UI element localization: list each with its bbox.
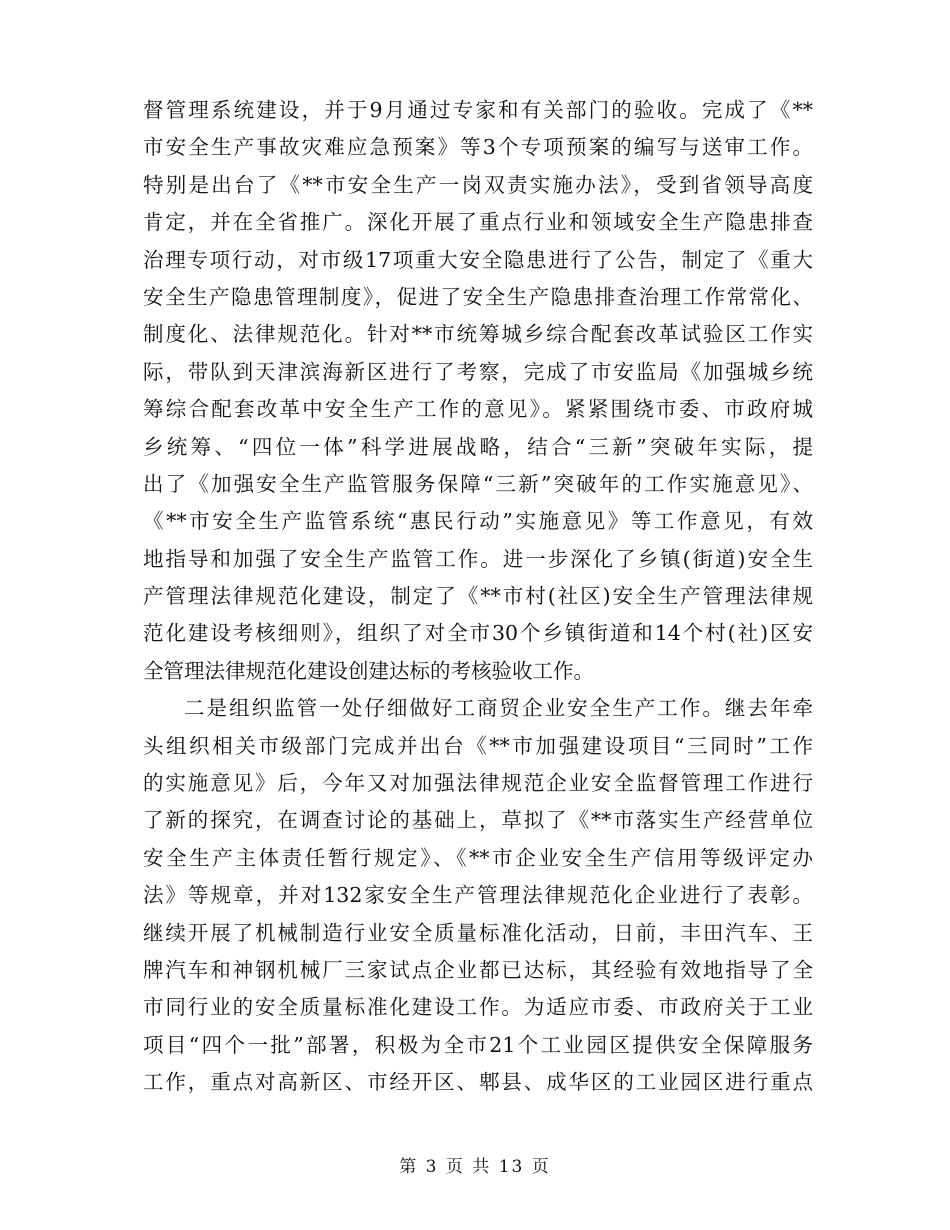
text-line: 市安全生产事故灾难应急预案》等3个专项预案的编写与送审工作。 — [143, 135, 813, 160]
text-line: 的实施意见》后，今年又对加强法律规范企业安全监督管理工作进行 — [143, 771, 813, 796]
body-text — [143, 92, 813, 1102]
text-line: 了新的探究，在调查讨论的基础上，草拟了《**市落实生产经营单位 — [143, 808, 813, 833]
text-line: 继续开展了机械制造行业安全质量标准化活动，日前，丰田汽车、王 — [143, 920, 813, 945]
text-line: 市同行业的安全质量标准化建设工作。为适应市委、市政府关于工业 — [143, 995, 813, 1020]
text-line: 全管理法律规范化建设创建达标的考核验收工作。 — [143, 658, 594, 683]
text-line: 筹综合配套改革中安全生产工作的意见》。紧紧围绕市委、市政府城 — [143, 397, 813, 422]
page-number-footer: 第 3 页 共 13 页 — [399, 1157, 551, 1177]
text-line: 产管理法律规范化建设，制定了《**市村(社区)安全生产管理法律规 — [143, 584, 813, 609]
text-line: 项目“四个一批”部署，积极为全市21个工业园区提供安全保障服务 — [143, 1032, 813, 1057]
text-line: 督管理系统建设，并于9月通过专家和有关部门的验收。完成了《** — [143, 98, 813, 122]
text-line: 安全生产主体责任暂行规定》、《**市企业安全生产信用等级评定办 — [143, 845, 813, 870]
text-line: 二是组织监管一处仔细做好工商贸企业安全生产工作。继去年牵 — [184, 696, 813, 721]
text-line: 际，带队到天津滨海新区进行了考察，完成了市安监局《加强城乡统 — [143, 359, 813, 384]
text-line: 法》等规章，并对132家安全生产管理法律规范化企业进行了表彰。 — [143, 883, 813, 908]
text-line: 特别是出台了《**市安全生产一岗双责实施办法》，受到省领导高度 — [143, 172, 813, 197]
text-line: 地指导和加强了安全生产监管工作。进一步深化了乡镇(街道)安全生 — [143, 546, 813, 571]
text-line: 安全生产隐患管理制度》，促进了安全生产隐患排查治理工作常常化、 — [143, 284, 813, 309]
text-line: 治理专项行动，对市级17项重大安全隐患进行了公告，制定了《重大 — [143, 247, 813, 272]
text-line: 出了《加强安全生产监管服务保障“三新”突破年的工作实施意见》、 — [143, 471, 813, 496]
text-line: 制度化、法律规范化。针对**市统筹城乡综合配套改革试验区工作实 — [143, 322, 813, 347]
text-line: 工作，重点对高新区、市经开区、郫县、成华区的工业园区进行重点 — [143, 1070, 813, 1095]
text-line: 头组织相关市级部门完成并出台《**市加强建设项目“三同时”工作 — [143, 733, 813, 758]
text-line: 肯定，并在全省推广。深化开展了重点行业和领域安全生产隐患排查 — [143, 210, 813, 235]
text-line: 范化建设考核细则》，组织了对全市30个乡镇街道和14个村(社)区安 — [143, 621, 813, 646]
text-line: 牌汽车和神钢机械厂三家试点企业都已达标，其经验有效地指导了全 — [143, 957, 813, 982]
text-line: 乡统筹、“四位一体”科学进展战略，结合“三新”突破年实际，提 — [143, 434, 813, 459]
text-line: 《**市安全生产监管系统“惠民行动”实施意见》等工作意见，有效 — [143, 509, 813, 534]
